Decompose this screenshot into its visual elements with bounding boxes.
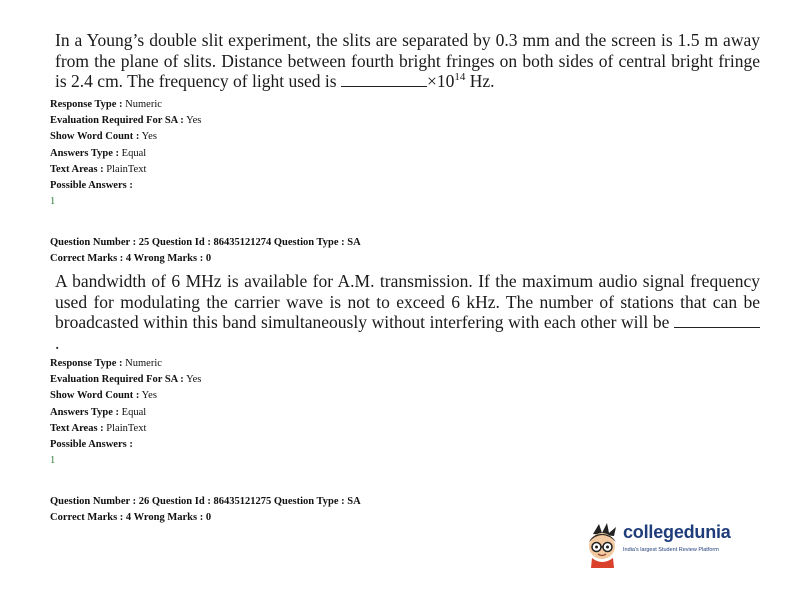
meta-row bbox=[50, 356, 201, 372]
meta-value: Equal bbox=[121, 406, 147, 418]
meta-row bbox=[50, 405, 201, 421]
meta-row bbox=[50, 129, 201, 145]
meta-value: Equal bbox=[121, 147, 147, 159]
meta-label: Response Type : bbox=[50, 358, 123, 369]
answer-blank bbox=[341, 72, 427, 87]
question-24-text bbox=[55, 30, 760, 92]
meta-label: Text Areas : bbox=[50, 422, 104, 434]
meta-value: Yes bbox=[141, 390, 157, 402]
logo-wordmark: collegedunia bbox=[623, 522, 731, 542]
meta-row bbox=[50, 437, 201, 453]
exponent: 14 bbox=[454, 71, 466, 84]
mascot-icon bbox=[583, 520, 623, 568]
meta-row bbox=[50, 372, 201, 388]
meta-row bbox=[50, 421, 201, 437]
meta-value: Yes bbox=[141, 131, 157, 143]
question-25-header bbox=[50, 235, 361, 267]
times-ten: ×10 bbox=[426, 71, 455, 91]
meta-value: PlainText bbox=[106, 422, 147, 434]
meta-label: Possible Answers : bbox=[50, 180, 133, 192]
meta-value: Numeric bbox=[125, 99, 162, 110]
meta-label: Answers Type : bbox=[50, 147, 120, 159]
question-25-body: A bandwidth of 6 MHz is available for A.M. transmission. If the maximum audio signal frequency used for modulating the carrier wave is not to exceed 6 kHz. The number of stations that can be broadcasted within this band simultaneously without interfering with each other will be bbox=[55, 271, 760, 332]
meta-value: Yes bbox=[186, 115, 202, 127]
marks-line: Correct Marks : 4 Wrong Marks : 0 bbox=[50, 253, 212, 265]
question-24-meta bbox=[50, 97, 201, 210]
meta-value: Numeric bbox=[125, 358, 162, 369]
meta-label: Evaluation Required For SA : bbox=[50, 115, 184, 127]
meta-label: Possible Answers : bbox=[50, 439, 133, 451]
meta-row bbox=[50, 178, 201, 194]
question-26-header bbox=[50, 494, 361, 526]
possible-answer: 1 bbox=[50, 455, 56, 467]
collegedunia-logo bbox=[583, 520, 753, 570]
meta-value: PlainText bbox=[106, 163, 147, 175]
meta-row bbox=[50, 113, 201, 129]
meta-label: Text Areas : bbox=[50, 163, 104, 175]
meta-row bbox=[50, 146, 201, 162]
meta-value: Yes bbox=[186, 374, 202, 386]
meta-row bbox=[50, 388, 201, 404]
meta-row bbox=[50, 162, 201, 178]
meta-label: Show Word Count : bbox=[50, 131, 140, 143]
question-25-meta bbox=[50, 356, 201, 469]
frequency-unit: Hz. bbox=[469, 71, 495, 91]
question-number-line: Question Number : 26 Question Id : 86435121275 Question Type : SA bbox=[50, 496, 361, 507]
meta-label: Show Word Count : bbox=[50, 390, 140, 402]
meta-label: Response Type : bbox=[50, 99, 123, 110]
question-number-line: Question Number : 25 Question Id : 86435121274 Question Type : SA bbox=[50, 237, 361, 248]
question-24-body: In a Young’s double slit experiment, the slits are separated by 0.3 mm and the screen is 1.5 m away from the plane of slits. Distance between fourth bright fringes on both sides of central bright fringe is 2.4 cm. The frequency of light used is bbox=[55, 30, 760, 91]
answer-blank bbox=[674, 313, 760, 328]
meta-row bbox=[50, 97, 201, 113]
meta-label: Answers Type : bbox=[50, 406, 120, 418]
question-25-text: A bandwidth of 6 MHz is available for A.M. transmission. If the maximum audio signal frequency used for modulating the carrier wave is not to exceed 6 kHz. The number of stations that can be broadcasted within this band simultaneously without interfering with each other will be . bbox=[55, 271, 760, 353]
logo-tagline: India's largest Student Review Platform bbox=[623, 547, 719, 553]
possible-answer: 1 bbox=[50, 196, 56, 208]
marks-line: Correct Marks : 4 Wrong Marks : 0 bbox=[50, 512, 212, 524]
meta-label: Evaluation Required For SA : bbox=[50, 374, 184, 386]
